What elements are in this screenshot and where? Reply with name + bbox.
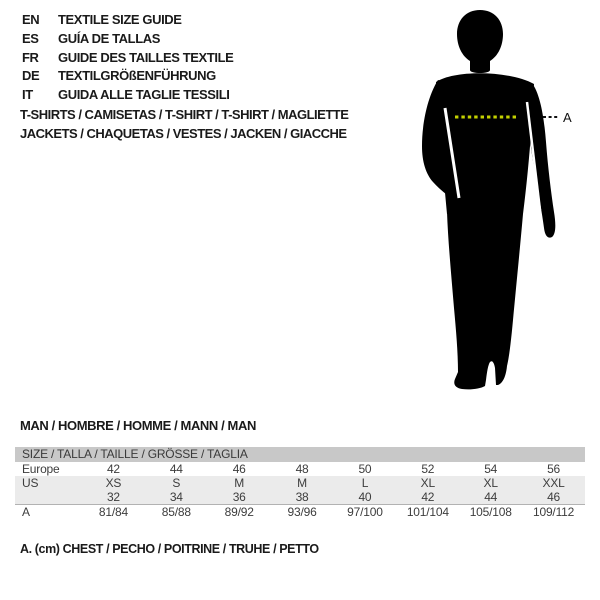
row-label: US (22, 476, 39, 490)
man-silhouette (410, 0, 590, 400)
table-cell: XL (420, 476, 435, 490)
language-code: IT (22, 87, 33, 103)
language-code: FR (22, 49, 39, 65)
table-row-europe (15, 462, 585, 476)
section-title: MAN / HOMBRE / HOMME / MANN / MAN (20, 418, 256, 433)
language-label: TEXTILE SIZE GUIDE (58, 12, 182, 27)
table-cell: 32 (106, 490, 120, 504)
silhouette-right-arm (526, 83, 556, 238)
row-label: A (22, 505, 30, 519)
size-table-header: SIZE / TALLA / TAILLE / GRÖSSE / TAGLIA (15, 447, 585, 462)
table-cell: 42 (106, 462, 120, 476)
language-label: GUIDA ALLE TAGLIE TESSILI (58, 87, 230, 103)
table-cell: 109/112 (533, 505, 575, 519)
table-cell: 50 (358, 462, 372, 476)
table-cell: 44 (484, 490, 498, 504)
table-cell: 36 (232, 490, 246, 504)
row-label: Europe (22, 462, 60, 476)
table-row-numeric (15, 490, 585, 504)
product-categories (20, 105, 348, 143)
table-cell: XS (105, 476, 122, 490)
table-cell: XL (483, 476, 498, 490)
table-cell: 40 (358, 490, 372, 504)
table-row-chest (15, 504, 585, 519)
table-cell: 46 (547, 490, 561, 504)
table-cell: M (297, 476, 307, 490)
table-cell: 93/96 (287, 505, 317, 519)
table-cell: 81/84 (98, 505, 128, 519)
table-row-us (15, 476, 585, 490)
table-cell: S (172, 476, 181, 490)
language-row (22, 67, 233, 86)
table-cell: 54 (484, 462, 498, 476)
table-cell: 97/100 (347, 505, 383, 519)
language-code: ES (22, 30, 39, 46)
table-cell: 56 (547, 462, 561, 476)
category-tshirts: T-SHIRTS / CAMISETAS / T-SHIRT / T-SHIRT / MAGLIETTE (20, 107, 349, 122)
table-cell: XXL (542, 476, 565, 490)
silhouette-head (457, 10, 503, 73)
language-label: GUIDE DES TAILLES TEXTILE (58, 49, 234, 65)
table-cell: 42 (421, 490, 435, 504)
category-jackets: JACKETS / CHAQUETAS / VESTES / JACKEN / GIACCHE (20, 126, 347, 141)
language-row (22, 86, 233, 105)
table-cell: M (234, 476, 245, 490)
language-row (22, 30, 233, 49)
table-alt-band (15, 476, 585, 504)
language-code: DE (22, 68, 40, 84)
size-table (15, 447, 585, 519)
table-cell: 48 (295, 462, 309, 476)
table-cell: 89/92 (224, 505, 254, 519)
language-label: GUÍA DE TALLAS (58, 30, 161, 46)
language-row (22, 11, 233, 30)
table-cell: 52 (421, 462, 435, 476)
table-cell: L (361, 476, 369, 490)
table-cell: 38 (295, 490, 309, 504)
language-list (22, 11, 233, 105)
silhouette-legs (447, 212, 523, 389)
measurement-label-a: A (563, 110, 572, 125)
table-cell: 34 (169, 490, 183, 504)
table-cell: 101/104 (406, 505, 449, 519)
language-code: EN (22, 12, 40, 27)
man-silhouette-svg (410, 0, 590, 400)
language-row (22, 49, 233, 68)
table-cell: 85/88 (161, 505, 191, 519)
table-cell: 46 (232, 462, 246, 476)
table-cell: 105/108 (469, 505, 512, 519)
measurement-footnote: A. (cm) CHEST / PECHO / POITRINE / TRUHE / PETTO (20, 542, 319, 556)
language-label: TEXTILGRÖßENFÜHRUNG (58, 68, 216, 84)
table-cell: 44 (169, 462, 183, 476)
